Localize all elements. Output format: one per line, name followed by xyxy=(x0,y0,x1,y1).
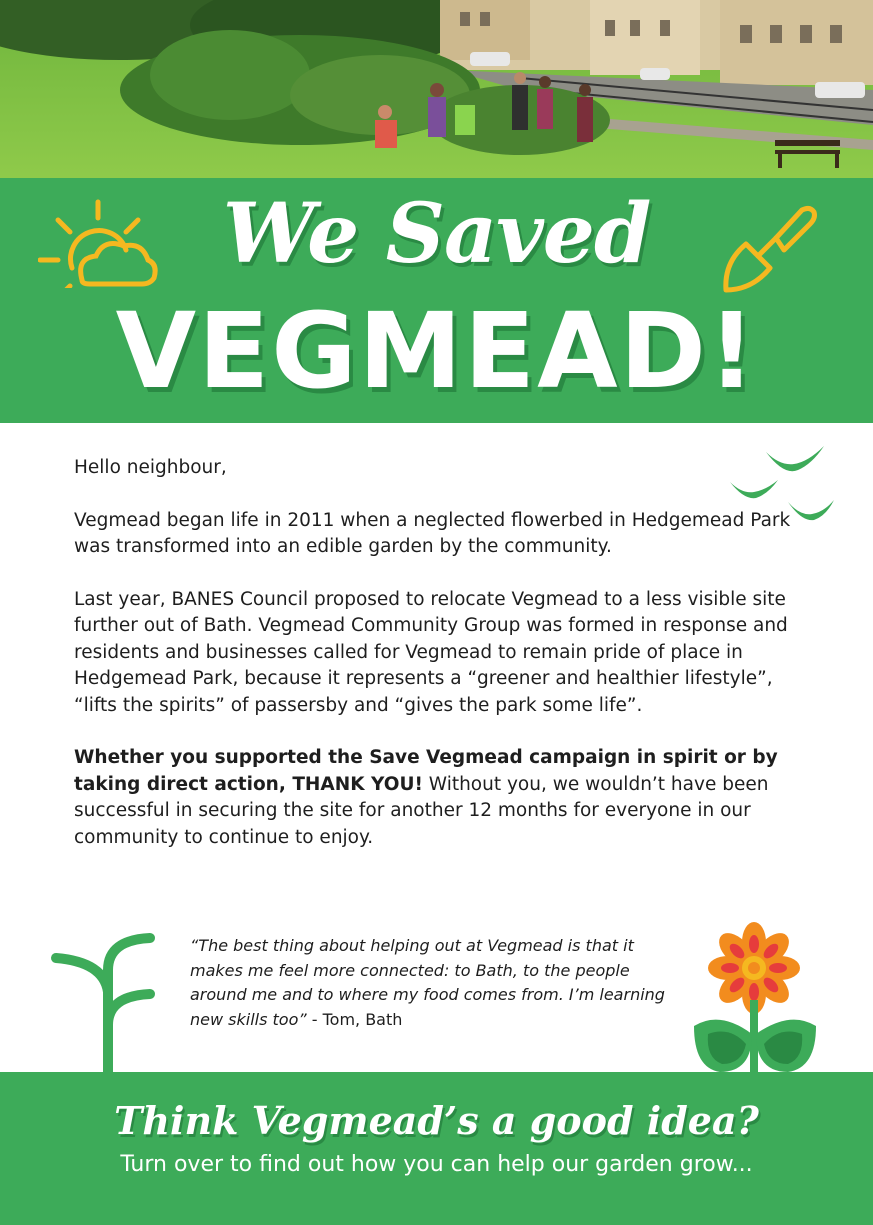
footer-banner xyxy=(0,1072,873,1225)
thanks-emphasis: Whether you supported the Save Vegmead campaign in spirit or by taking direct action, THANK YOU! xyxy=(74,747,778,795)
testimonial-quote xyxy=(190,934,690,1032)
header-photo xyxy=(0,0,873,178)
trowel-icon xyxy=(718,200,824,300)
thanks-rest: Without you, we wouldn’t have been successful in securing the site for another 12 months for everyone in our community to continue to enjoy. xyxy=(74,773,769,848)
flower-icon xyxy=(690,922,820,1074)
quote-attribution: - Tom, Bath xyxy=(306,1009,403,1029)
paragraph-history: Vegmead began life in 2011 when a neglected flowerbed in Hedgemead Park was transformed into an edible garden by the community. xyxy=(74,509,791,557)
headline-caps: VEGMEAD! xyxy=(115,290,758,412)
footer-subtitle: Turn over to find out how you can help our garden grow... xyxy=(120,1152,753,1177)
paragraph-thanks xyxy=(74,745,799,851)
paragraph-campaign: Last year, BANES Council proposed to relocate Vegmead to a less visible site further out of Bath. Vegmead Community Group was formed in response and residents and businesses called for Vegmead to remain pride of place in Hedgemead Park, because it represents a “greener and healthier lifestyle”, “lifts the spirits” of passersby and “gives the park some life”. xyxy=(74,588,788,716)
quote-text: “The best thing about helping out at Vegmead is that it makes me feel more connected: to Bath, to the people around me and to where my food comes from. I’m learning new skills too” xyxy=(190,936,665,1029)
park-garden-photo xyxy=(0,0,873,178)
sun-cloud-icon xyxy=(38,198,162,288)
footer-tagline: Think Vegmead’s a good idea? xyxy=(114,1098,759,1143)
greeting: Hello neighbour, xyxy=(74,457,227,478)
headline-script: We Saved xyxy=(222,186,651,282)
letter-body xyxy=(74,455,799,877)
sprout-icon xyxy=(48,930,170,1075)
headline-banner xyxy=(0,178,873,423)
